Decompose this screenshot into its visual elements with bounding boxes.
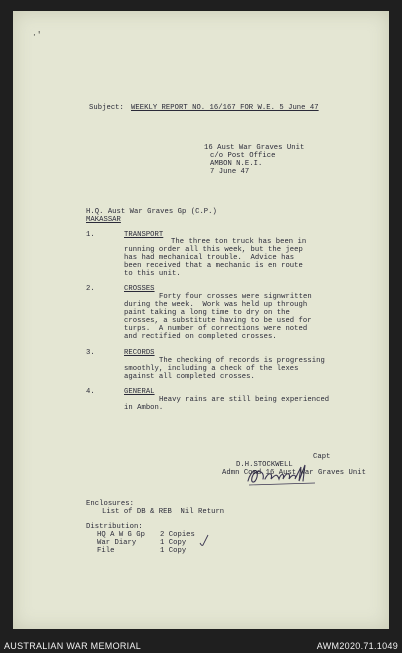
from-line-2: c/o Post Office <box>210 152 276 160</box>
section-1-line: The three ton truck has been in <box>171 238 307 246</box>
section-3-heading: RECORDS <box>124 349 155 357</box>
section-1-number: 1. <box>86 231 95 239</box>
distribution-to: War Diary <box>97 539 137 547</box>
section-1-heading: TRANSPORT <box>124 231 164 239</box>
signature-title: Admn Comd 16 Aust War Graves Unit <box>222 469 366 477</box>
distribution-qty: 1 Copy <box>160 547 187 555</box>
distribution-label: Distribution: <box>86 523 143 531</box>
distribution-to: HQ A W G Gp <box>97 531 145 539</box>
signature-name: D.H.STOCKWELL <box>236 461 293 469</box>
to-line-1: H.Q. Aust War Graves Gp (C.P.) <box>86 208 217 216</box>
section-2-line: turps. A number of corrections were noted <box>124 325 308 333</box>
from-line-4: 7 June 47 <box>210 168 250 176</box>
section-1-line: been received that a mechanic is en route <box>124 262 303 270</box>
signature-rank: Capt <box>313 453 331 461</box>
section-2-line: during the week. Work was held up through <box>124 301 308 309</box>
section-3-line: smoothly, including a check of the lexes <box>124 365 299 373</box>
section-3-line: The checking of records is progressing <box>159 357 325 365</box>
punch-mark: ·' <box>32 31 42 40</box>
section-2-line: crosses, a substitute having to be used for <box>124 317 312 325</box>
section-4-line: Heavy rains are still being experienced <box>159 396 330 404</box>
section-1-line: to this unit. <box>124 270 181 278</box>
footer-credit: AUSTRALIAN WAR MEMORIAL <box>4 641 142 651</box>
section-1-line: running order all this week, but the jeep <box>124 246 303 254</box>
distribution-qty: 2 Copies <box>160 531 195 539</box>
distribution-to: File <box>97 547 115 555</box>
section-2-number: 2. <box>86 285 95 293</box>
section-4-heading: GENERAL <box>124 388 155 396</box>
from-line-1: 16 Aust War Graves Unit <box>204 144 305 152</box>
subject-line: WEEKLY REPORT NO. 16/167 FOR W.E. 5 June 47 <box>131 104 319 112</box>
section-3-number: 3. <box>86 349 95 357</box>
subject-label: Subject: <box>89 104 124 112</box>
section-2-heading: CROSSES <box>124 285 155 293</box>
section-2-line: paint taking a long time to dry on the <box>124 309 290 317</box>
to-line-2: MAKASSAR <box>86 216 121 224</box>
section-1-line: has had mechanical trouble. Advice has <box>124 254 295 262</box>
section-2-line: and rectified on completed crosses. <box>124 333 277 341</box>
document-page <box>13 11 389 629</box>
enclosures-label: Enclosures: <box>86 500 134 508</box>
footer-accession-number: AWM2020.71.1049 <box>316 641 398 651</box>
section-3-line: against all completed crosses. <box>124 373 255 381</box>
section-2-line: Forty four crosses were signwritten <box>159 293 312 301</box>
tick-mark <box>198 533 210 547</box>
section-4-number: 4. <box>86 388 95 396</box>
from-line-3: AMBON N.E.I. <box>210 160 263 168</box>
enclosures-item: List of DB & REB Nil Return <box>102 508 225 516</box>
section-4-line: in Ambon. <box>124 404 164 412</box>
distribution-qty: 1 Copy <box>160 539 187 547</box>
